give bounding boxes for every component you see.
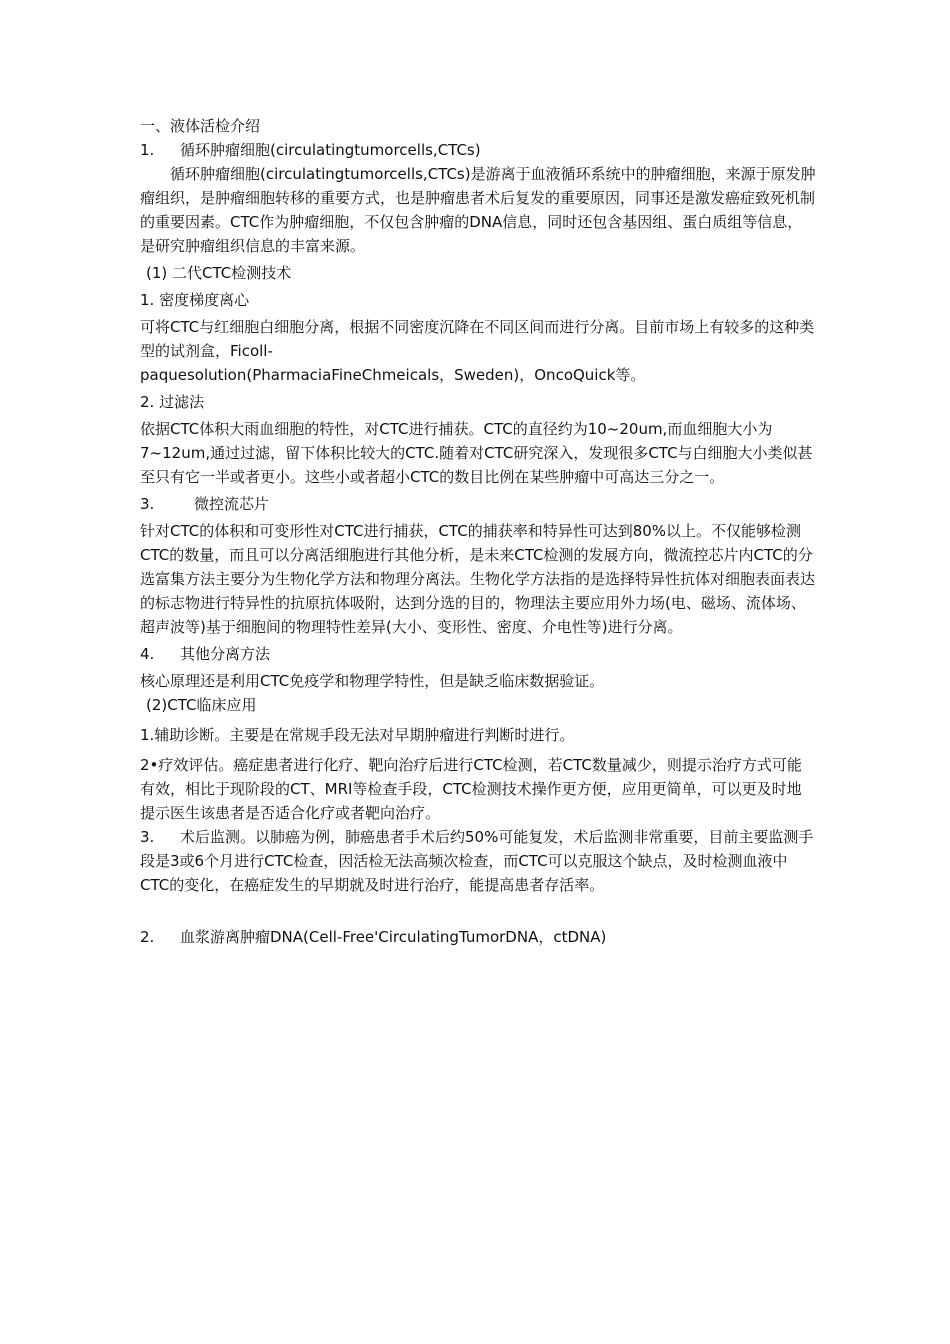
method-4-title [140,642,816,666]
document-body [140,114,816,949]
application-2: 2•疗效评估。癌症患者进行化疗、靶向治疗后进行CTC检测，若CTC数量减少，则提示治疗方式可能有效，相比于现阶段的CT、MRI等检查手段，CTC检测技术操作更方便，应用更简单，可以更及时地提示医生该患者是否适合化疗或者靶向治疗。 [140,756,802,822]
method-3-paragraph: 针对CTC的体积和可变形性对CTC进行捕获，CTC的捕获率和特异性可达到80%以上。不仅能够检测CTC的数量，而且可以分离活细胞进行其他分析，是未来CTC检测的发展方向，微流控芯片内CTC的分选富集方法主要分为生物化学方法和物理分离法。生物化学方法指的是选择特异性抗体对细胞表面表达的标志物进行特异性的抗原抗体吸附，达到分选的目的，物理法主要应用外力场(电、磁场、流体场、超声波等)基于细胞间的物理特性差异(大小、变形性、密度、介电性等)进行分离。 [140,522,816,636]
method-3-title [140,492,816,516]
subsection-1-title [140,138,816,162]
method-1-paragraph: 可将CTC与红细胞白细胞分离，根据不同密度沉降在不同区间而进行分离。目前市场上有较多的这种类型的试剂盒，Ficoll- [140,318,815,360]
method-1-paragraph-cont: paquesolution(PharmaciaFineChmeicals，Sweden)，OncoQuick等。 [140,366,646,384]
application-3-text: 术后监测。以肺癌为例，肺癌患者手术后约50%可能复发，术后监测非常重要，目前主要监测手段是3或6个月进行CTC检查，因活检无法高频次检查，而CTC可以克服这个缺点，及时检测血液中CTC的变化，在癌症发生的早期就及时进行治疗，能提高患者存活率。 [140,828,814,894]
method-2-title: 2. 过滤法 [140,393,205,411]
method-1-title: 1. 密度梯度离心 [140,291,250,309]
subsection-2-text: 血浆游离肿瘤DNA(Cell-Free'CirculatingTumorDNA，ctDNA) [180,928,607,946]
method-3-text: 微控流芯片 [194,495,270,513]
application-3-number: 3. [140,828,155,846]
ctc-detection-heading: (1) 二代CTC检测技术 [146,264,292,282]
ctc-intro-paragraph: 循环肿瘤细胞(circulatingtumorcells,CTCs)是游离于血液循环系统中的肿瘤细胞，来源于原发肿瘤组织，是肿瘤细胞转移的重要方式，也是肿瘤患者术后复发的重要原因，同事还是激发癌症致死机制的重要因素。CTC作为肿瘤细胞，不仅包含肿瘤的DNA信息，同时还包含基因组、蛋白质组等信息，是研究肿瘤组织信息的丰富来源。 [140,165,816,255]
method-4-paragraph: 核心原理还是利用CTC免疫学和物理学特性，但是缺乏临床数据验证。 [140,672,605,690]
method-4-text: 其他分离方法 [180,645,271,663]
method-3-number: 3. [140,495,155,513]
subsection-1-number: 1. [140,141,155,159]
section-heading: 一、液体活检介绍 [140,117,261,135]
application-3 [140,825,816,897]
subsection-2-number: 2. [140,928,155,946]
subsection-1-text: 循环肿瘤细胞(circulatingtumorcells,CTCs) [180,141,481,159]
method-4-number: 4. [140,645,155,663]
application-1: 1.辅助诊断。主要是在常规手段无法对早期肿瘤进行判断时进行。 [140,726,575,744]
method-2-paragraph: 依据CTC体积大雨血细胞的特性，对CTC进行捕获。CTC的直径约为10~20um,而血细胞大小为7~12um,通过过滤，留下体积比较大的CTC.随着对CTC研究深入，发现很多CTC与白细胞大小类似甚至只有它一半或者更小。这些小或者超小CTC的数目比例在某些肿瘤中可高达三分之一。 [140,420,813,486]
ctc-clinical-heading: (2)CTC临床应用 [146,696,257,714]
subsection-2-title [140,925,816,949]
